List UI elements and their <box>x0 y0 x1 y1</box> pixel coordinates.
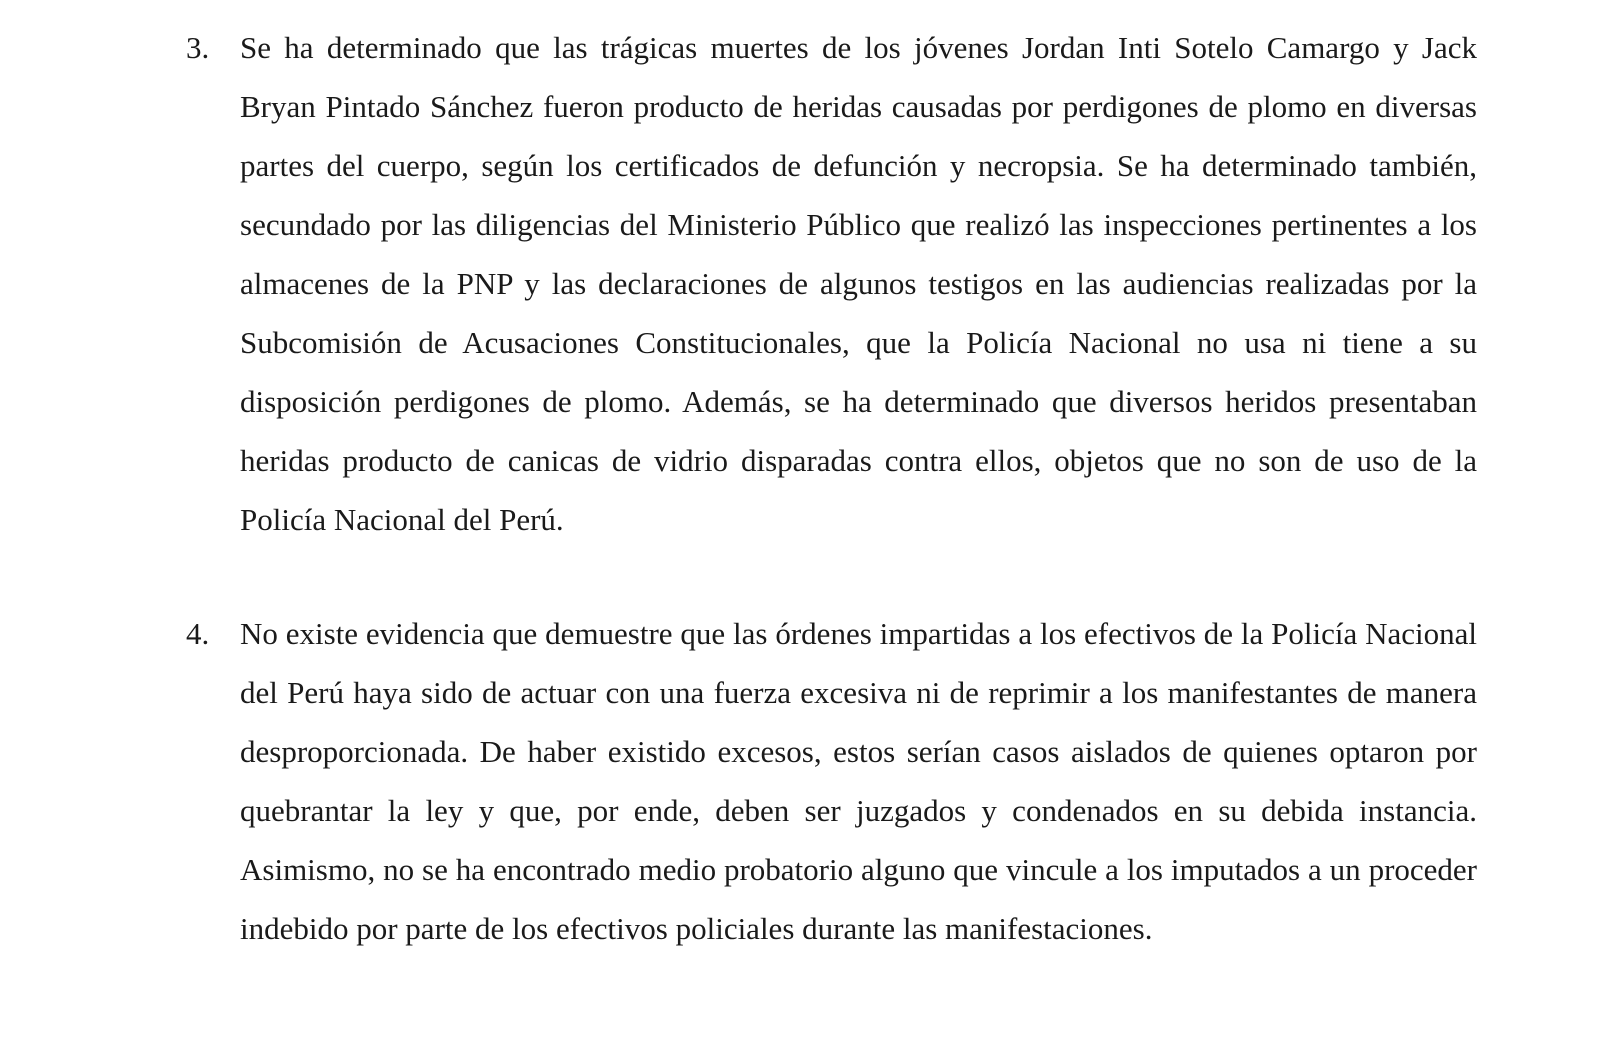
paragraph-number: 4. <box>186 616 210 651</box>
paragraph-text: Se ha determinado que las trágicas muertes de los jóvenes Jordan Inti Sotelo Camargo y Jack Bryan Pintado Sánchez fueron producto de heridas causadas por perdigones de plomo en diversas partes del cuerpo, según los certificados de defunción y necropsia. Se ha determinado también, secundado por las diligencias del Ministerio Público que realizó las inspecciones pertinentes a los almacenes de la PNP y las declaraciones de algunos testigos en las audiencias realizadas por la Subcomisión de Acusaciones Constitucionales, que la Policía Nacional no usa ni tiene a su disposición perdigones de plomo. Además, se ha determinado que diversos heridos presentaban heridas producto de canicas de vidrio disparadas contra ellos, objetos que no son de uso de la Policía Nacional del Perú. <box>240 30 1477 537</box>
paragraph-text: No existe evidencia que demuestre que las órdenes impartidas a los efectivos de la Policía Nacional del Perú haya sido de actuar con una fuerza excesiva ni de reprimir a los manifestantes de manera desproporcionada. De haber existido excesos, estos serían casos aislados de quienes optaron por quebrantar la ley y que, por ende, deben ser juzgados y condenados en su debida instancia. Asimismo, no se ha encontrado medio probatorio alguno que vincule a los imputados a un proceder indebido por parte de los efectivos policiales durante las manifestaciones. <box>240 616 1477 946</box>
paragraph-number: 3. <box>186 30 210 65</box>
